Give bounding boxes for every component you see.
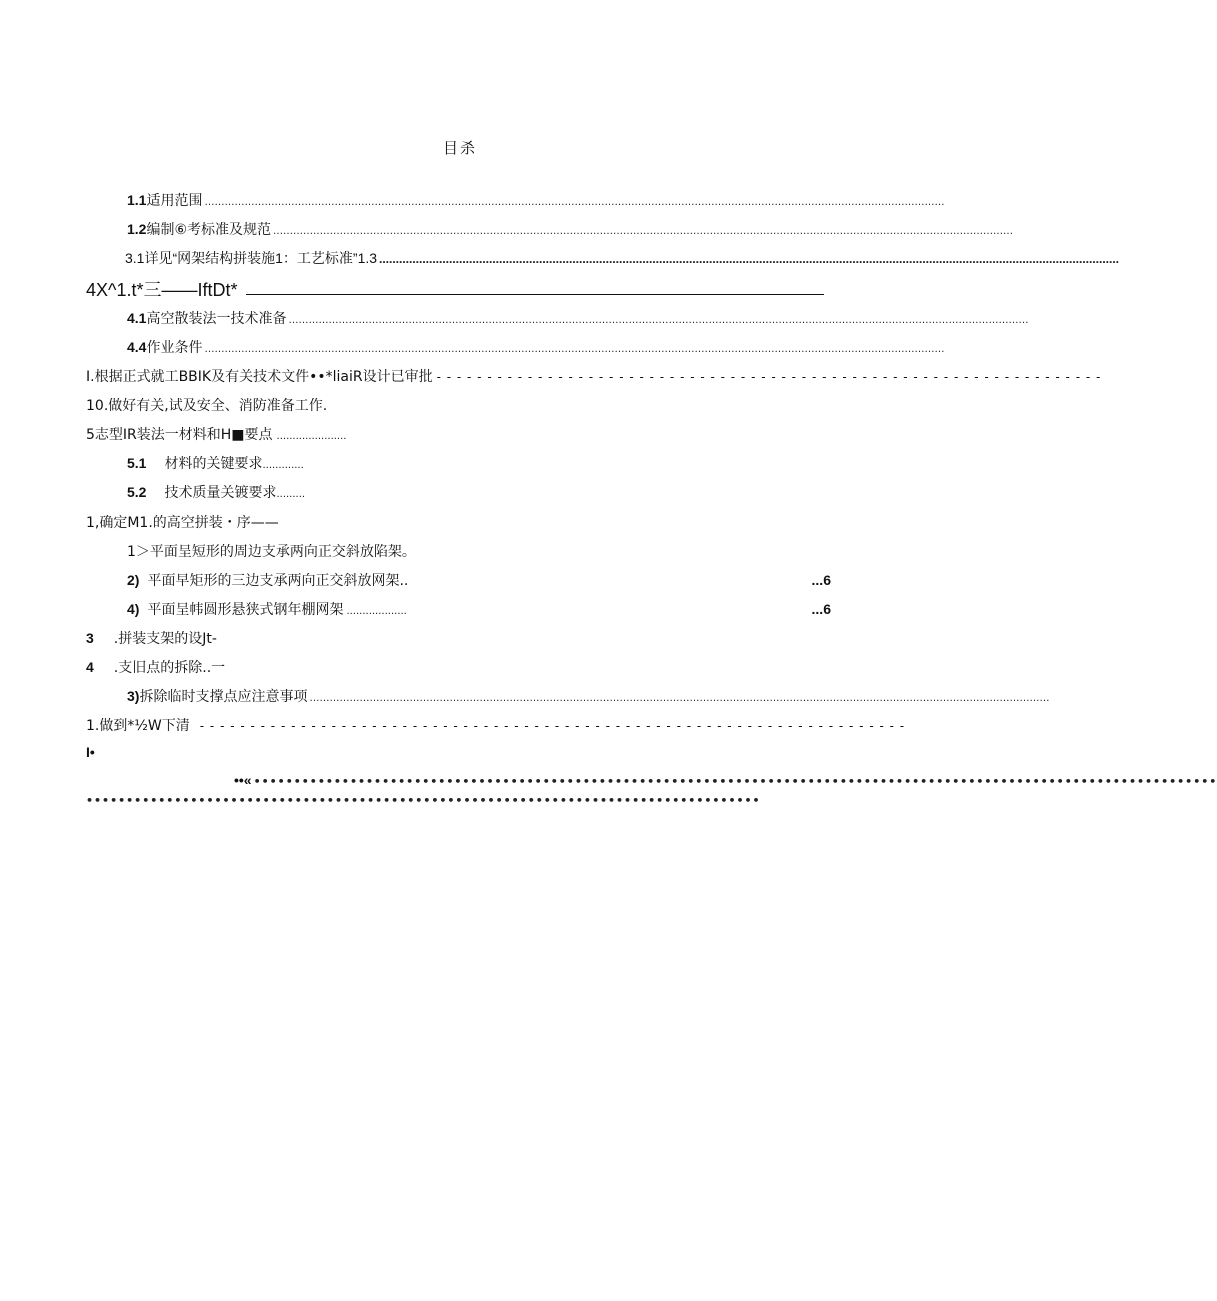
toc-entry-text: 材料的关键要求 [164, 456, 263, 472]
toc-entry [86, 512, 386, 532]
toc-entry-number: 4.4 [127, 339, 147, 355]
toc-entry [86, 715, 906, 735]
toc-entry [127, 219, 1014, 239]
toc-entry [86, 395, 823, 415]
toc-leader: ......... [276, 489, 306, 500]
toc-entry [127, 599, 831, 619]
toc-leader: …………………………………………………………………………………………………………………………………………………………………………………………………… [379, 255, 1120, 266]
toc-entry [86, 744, 186, 764]
toc-entry [127, 308, 1029, 328]
toc-title: 目杀 [442, 139, 477, 157]
toc-entry-number: 1.1 [127, 192, 147, 208]
toc-entry-text: 拆除临时支撑点应注意事项 [139, 689, 308, 705]
toc-entry [86, 424, 386, 444]
toc-leader: …………………………………………………………………………………………………………………………………………………………………………………………………… [273, 226, 1014, 237]
toc-entry-text: ••« [234, 772, 252, 788]
toc-entry-text: 平面呈帏圆形悬狭式钢年棚网架 [147, 602, 344, 618]
toc-entry-text: 1＞平面呈短形的周边支承两向正交斜放陷架。 [127, 544, 416, 560]
toc-entry-number: 3 [86, 630, 94, 646]
toc-entry-text: 高空散装法一技术准备 [146, 311, 287, 327]
toc-leader: …………………………………………………………………………………………………………………………………………………………………………………………………… [204, 197, 945, 208]
toc-entry-text: 编制⑥考标准及规范 [146, 222, 272, 238]
toc-entry-text: 4X^1.t*三——IftDt* [86, 280, 238, 300]
toc-entry-number: 3) [127, 688, 140, 704]
toc-entry-text: 平面早矩形的三边支承两向正交斜放网架.. [147, 573, 409, 589]
toc-leader: …………………………………………………………………………………………………………………………………………………………………………………………………… [288, 315, 1029, 326]
toc-entry-text: .支旧点的拆除..一 [113, 660, 226, 676]
toc-entry-text: I• [86, 744, 95, 760]
toc-leader: ...................... [276, 431, 347, 442]
toc-entry [86, 657, 386, 677]
toc-leader: ................... [346, 606, 407, 617]
toc-entry [86, 276, 824, 300]
toc-entry-text: 10.做好有关,试及安全、消防准备工作. [86, 398, 328, 414]
toc-entry-number: 5.2 [127, 484, 147, 500]
toc-leader: - - - - - - - - - - - - - - - - - - - - - - - - - - - - - - - - - - - - - - - - - - - - - - - - - - - - - - - - - - - - - - - - - - - - - - [199, 719, 906, 733]
toc-entry-text: 作业条件 [146, 340, 203, 356]
toc-entry [127, 686, 1050, 706]
toc-leader-continuation [86, 794, 761, 814]
toc-page-number: ...6 [811, 601, 831, 617]
toc-entry-text: 5志型IR装法一材料和H■要点 [86, 427, 273, 443]
toc-entry [127, 190, 945, 210]
toc-entry-number: 4) [127, 601, 140, 617]
toc-leader-rule [246, 294, 825, 295]
toc-entry [127, 541, 477, 561]
toc-entry-number: 2) [127, 572, 140, 588]
toc-entry [234, 772, 1217, 792]
toc-entry [127, 482, 387, 502]
toc-leader: ............. [262, 460, 304, 471]
toc-leader: •••••••••••••••••••••••••••••••••••••••••••••••••••••••••••••••••••••••••••••••••••• [86, 794, 761, 807]
toc-leader: …………………………………………………………………………………………………………………………………………………………………………………………………… [204, 344, 945, 355]
toc-entry [86, 628, 386, 648]
toc-leader: …………………………………………………………………………………………………………………………………………………………………………………………………… [309, 693, 1050, 704]
toc-page-number: ...6 [811, 572, 831, 588]
toc-entry-number: 4 [86, 659, 94, 675]
toc-entry-text: I.根据正式就工BBIK及有关技术文件••*liaiR设计已审批 [86, 369, 433, 385]
toc-leader: •••••••••••••••••••••••••••••••••••••••••••••••••••••••••••••••••••••••••••••••••••••••••••••••••••••••••••••••••••••••• [253, 775, 1217, 788]
toc-entry-text: 1,确定M1.的高空拼装・序—— [86, 515, 279, 531]
toc-entry [127, 453, 387, 473]
toc-entry-text: .拼装支架的设Jt- [113, 631, 217, 647]
toc-entry-number: 1.2 [127, 221, 147, 237]
toc-entry-number: 4.1 [127, 310, 147, 326]
toc-entry [125, 248, 1120, 268]
toc-leader: - - - - - - - - - - - - - - - - - - - - - - - - - - - - - - - - - - - - - - - - - - - - - - - - - - - - - - - - - - - - - - - - - - [436, 370, 1102, 384]
toc-entry-text: 3.1详见“网架结构拼装施1：工艺标准”1.3 [125, 250, 378, 266]
toc-entry-text: 技术质量关镀要求 [164, 485, 277, 501]
toc-entry-text: 1.做到*½W下清 [86, 718, 190, 734]
toc-entry [86, 366, 1102, 386]
toc-entry-text: 适用范围 [146, 193, 203, 209]
toc-entry-number: 5.1 [127, 455, 147, 471]
toc-entry [127, 337, 945, 357]
toc-entry [127, 570, 831, 590]
